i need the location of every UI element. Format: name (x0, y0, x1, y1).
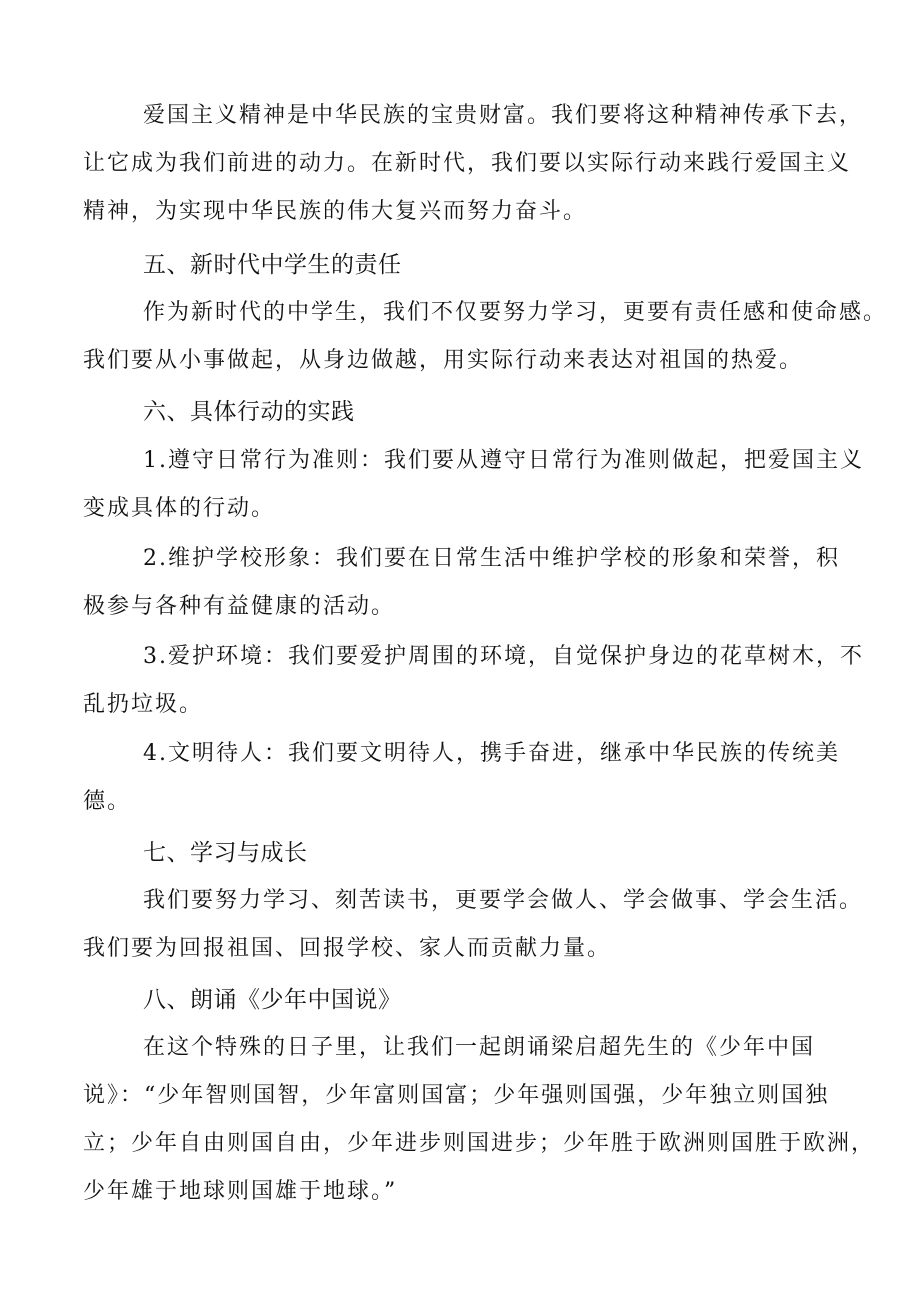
list-item-line: 极参与各种有益健康的活动。 (83, 594, 396, 619)
paragraph-line: 我们要为回报祖国、回报学校、家人而贡献力量。 (83, 936, 612, 961)
paragraph-line: 立；少年自由则国自由，少年进步则国进步；少年胜于欧洲则国胜于欧洲， (83, 1131, 876, 1156)
paragraph-line: 说》：“少年智则国智，少年富则国富；少年强则国强，少年独立则国独 (83, 1083, 830, 1108)
paragraph-line: 爱国主义精神是中华民族的宝贵财富。我们要将这种精神传承下去， (143, 103, 864, 128)
paragraph-line: 让它成为我们前进的动力。在新时代，我们要以实际行动来践行爱国主义 (83, 151, 852, 176)
paragraph-line: 在这个特殊的日子里，让我们一起朗诵梁启超先生的《少年中国 (143, 1035, 816, 1060)
list-item-line: 德。 (83, 789, 132, 814)
section-heading-6: 六、具体行动的实践 (143, 399, 355, 425)
list-item-line: 乱扔垃圾。 (83, 692, 204, 717)
list-item-line: 变成具体的行动。 (83, 496, 276, 521)
paragraph-line: 我们要努力学习、刻苦读书，更要学会做人、学会做事、学会生活。 (143, 888, 864, 913)
list-item-line: 4.文明待人：我们要文明待人，携手奋进，继承中华民族的传统美 (143, 741, 840, 766)
section-heading-7: 七、学习与成长 (143, 840, 308, 866)
list-item-line: 1.遵守日常行为准则：我们要从遵守日常行为准则做起，把爱国主义 (143, 448, 864, 473)
section-heading-8: 八、朗诵《少年中国说》 (143, 987, 402, 1013)
paragraph-line: 作为新时代的中学生，我们不仅要努力学习，更要有责任感和使命感。 (143, 300, 888, 325)
list-item-line: 2.维护学校形象：我们要在日常生活中维护学校的形象和荣誉，积 (143, 546, 840, 571)
list-item-line: 3.爱护环境：我们要爱护周围的环境，自觉保护身边的花草树木，不 (143, 644, 864, 669)
paragraph-line: 精神，为实现中华民族的伟大复兴而努力奋斗。 (83, 199, 588, 224)
section-heading-5: 五、新时代中学生的责任 (143, 252, 402, 278)
paragraph-line: 少年雄于地球则国雄于地球。” (83, 1179, 398, 1204)
paragraph-line: 我们要从小事做起，从身边做越，用实际行动来表达对祖国的热爱。 (83, 348, 804, 373)
